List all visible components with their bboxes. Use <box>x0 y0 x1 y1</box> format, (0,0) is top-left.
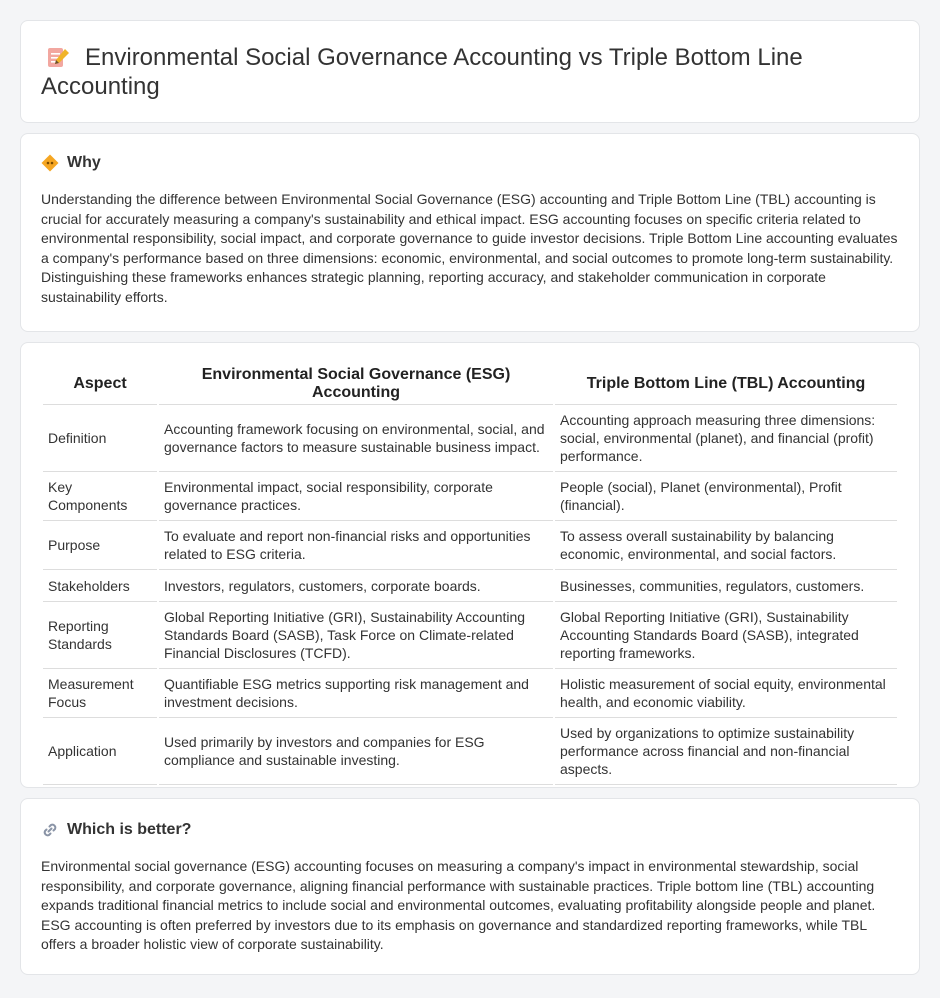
header-tbl: Triple Bottom Line (TBL) Accounting <box>555 363 897 405</box>
page-title-text: Environmental Social Governance Accounting vs Triple Bottom Line Accounting <box>41 44 803 100</box>
cell-tbl: People (social), Planet (environmental), Profit (financial). <box>555 472 897 521</box>
why-heading <box>41 154 899 172</box>
cell-tbl: Accounting approach measuring three dimensions: social, environmental (planet), and financial (profit) performance. <box>555 405 897 472</box>
pencil-note-icon <box>45 45 71 69</box>
cell-aspect: Purpose <box>43 521 157 570</box>
cell-tbl: Used by organizations to optimize sustainability performance across financial and non-financial aspects. <box>555 718 897 785</box>
table-row <box>43 405 897 472</box>
which-better-card <box>20 798 920 975</box>
which-better-heading-text: Which is better? <box>67 821 192 838</box>
comparison-table <box>41 363 899 785</box>
cell-aspect: Reporting Standards <box>43 602 157 669</box>
diamond-signal-icon <box>41 154 59 172</box>
title-card <box>20 20 920 123</box>
cell-aspect: Measurement Focus <box>43 669 157 718</box>
cell-tbl: Holistic measurement of social equity, environmental health, and economic viability. <box>555 669 897 718</box>
cell-esg: Global Reporting Initiative (GRI), Sustainability Accounting Standards Board (SASB), Task Force on Climate-related Financial Disclosures (TCFD). <box>159 602 553 669</box>
cell-esg: Quantifiable ESG metrics supporting risk management and investment decisions. <box>159 669 553 718</box>
comparison-card <box>20 342 920 788</box>
table-row <box>43 472 897 521</box>
cell-aspect: Definition <box>43 405 157 472</box>
page-title <box>41 43 899 101</box>
table-row <box>43 602 897 669</box>
cell-aspect: Key Components <box>43 472 157 521</box>
cell-esg: Accounting framework focusing on environmental, social, and governance factors to measure sustainable business impact. <box>159 405 553 472</box>
why-card <box>20 133 920 332</box>
cell-esg: To evaluate and report non-financial risks and opportunities related to ESG criteria. <box>159 521 553 570</box>
cell-aspect: Application <box>43 718 157 785</box>
why-heading-text: Why <box>67 154 101 171</box>
cell-tbl: Global Reporting Initiative (GRI), Sustainability Accounting Standards Board (SASB), integrated reporting frameworks. <box>555 602 897 669</box>
table-row <box>43 570 897 602</box>
table-row <box>43 669 897 718</box>
cell-esg: Used primarily by investors and companies for ESG compliance and sustainable investing. <box>159 718 553 785</box>
why-text: Understanding the difference between Environmental Social Governance (ESG) accounting and Triple Bottom Line (TBL) accounting is crucial for accurately measuring a company's sustainability and ethical impact. ESG accounting focuses on specific criteria related to environmental responsibility, social impact, and corporate governance to guide investor decisions. Triple Bottom Line accounting evaluates a company's performance based on three dimensions: economic, environmental, and social outcomes to promote long-term sustainability. Distinguishing these frameworks enhances strategic planning, reporting accuracy, and stakeholder communication in corporate sustainability efforts. <box>41 191 898 305</box>
table-header-row <box>43 363 897 405</box>
cell-tbl: Businesses, communities, regulators, customers. <box>555 570 897 602</box>
header-esg: Environmental Social Governance (ESG) Accounting <box>159 363 553 405</box>
table-row <box>43 521 897 570</box>
cell-aspect: Stakeholders <box>43 570 157 602</box>
link-icon <box>41 821 59 839</box>
which-better-text: Environmental social governance (ESG) accounting focuses on measuring a company's impact in environmental stewardship, social responsibility, and corporate governance, aligning financial performance with sustainable practices. Triple bottom line (TBL) accounting expands traditional financial metrics to include social and environmental outcomes, evaluating profitability alongside people and planet. ESG accounting is often preferred by investors due to its emphasis on governance and standardized reporting frameworks, while TBL offers a broader holistic view of corporate sustainability. <box>41 858 876 952</box>
cell-esg: Investors, regulators, customers, corporate boards. <box>159 570 553 602</box>
cell-tbl: To assess overall sustainability by balancing economic, environmental, and social factors. <box>555 521 897 570</box>
header-aspect: Aspect <box>43 363 157 405</box>
which-better-heading <box>41 821 899 839</box>
cell-esg: Environmental impact, social responsibility, corporate governance practices. <box>159 472 553 521</box>
table-row <box>43 718 897 785</box>
